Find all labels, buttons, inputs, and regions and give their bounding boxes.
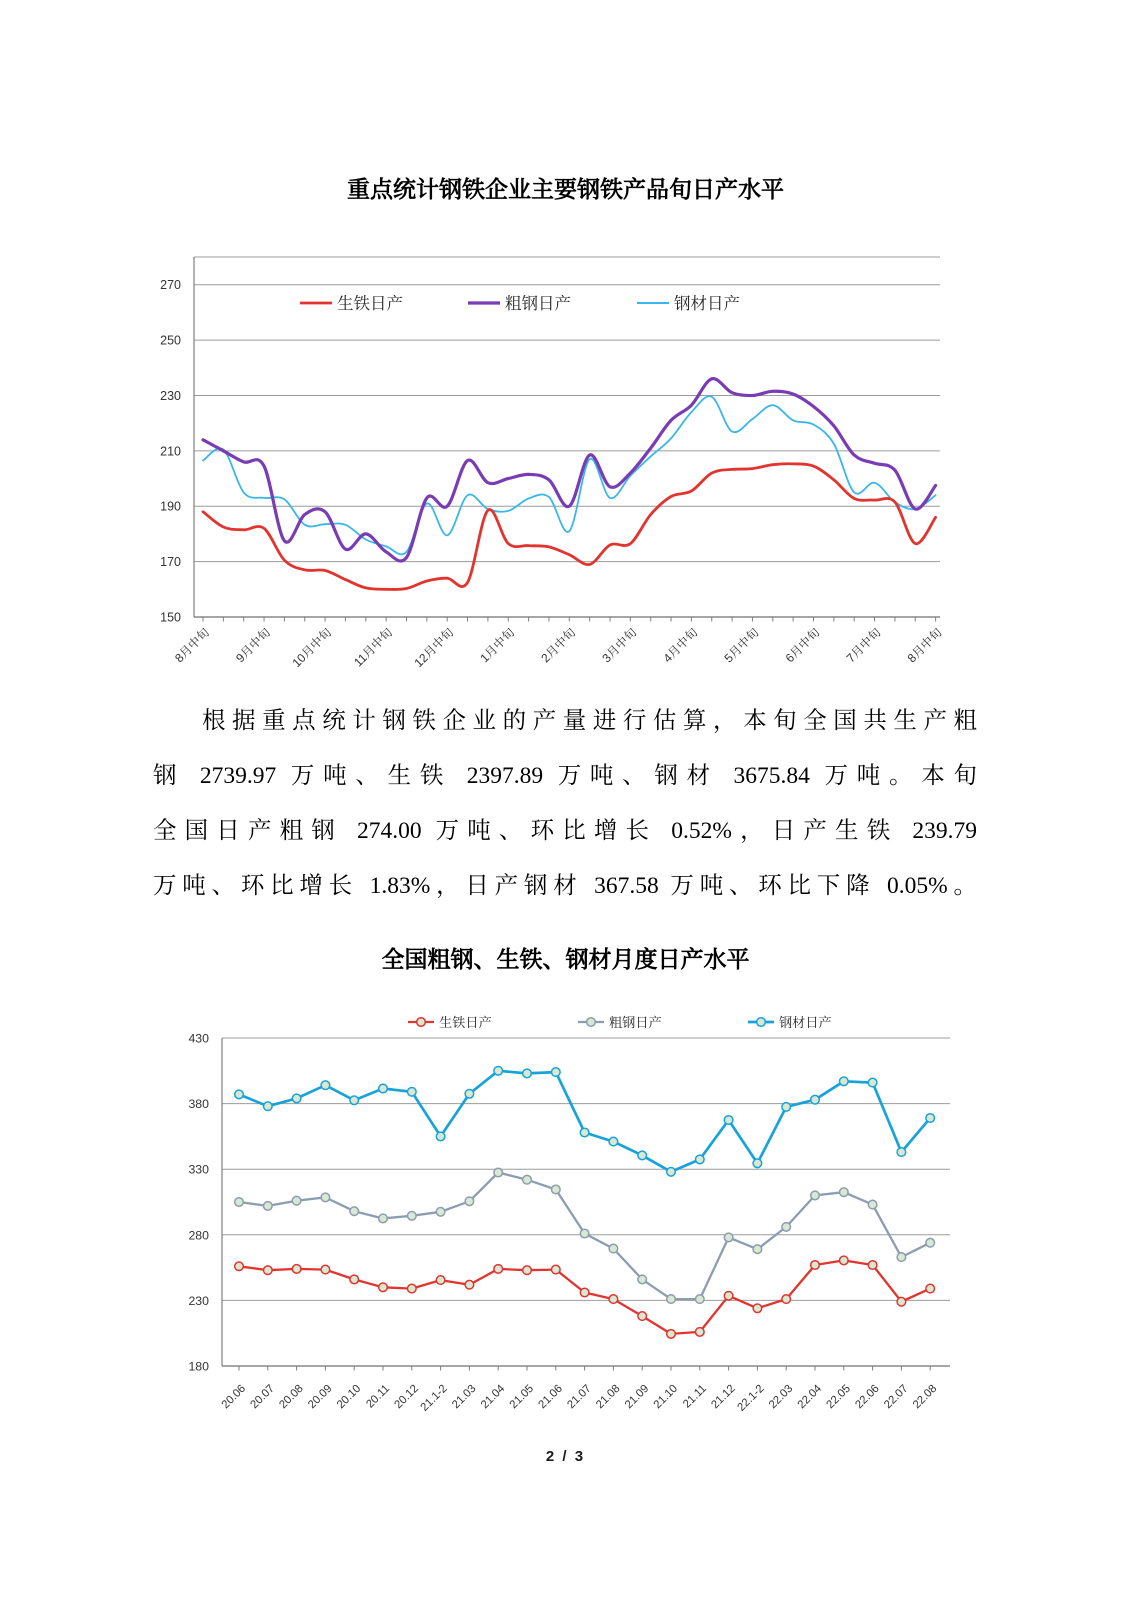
svg-text:21.12: 21.12 [709, 1382, 738, 1412]
svg-text:20.11: 20.11 [364, 1382, 393, 1411]
legend-label: 钢材日产 [674, 294, 740, 313]
svg-text:9月中旬: 9月中旬 [233, 625, 274, 666]
x-tick-labels [171, 625, 944, 671]
legend-label: 钢材日产 [779, 1014, 832, 1030]
svg-text:21.10: 21.10 [651, 1382, 681, 1412]
svg-text:22.05: 22.05 [824, 1382, 853, 1412]
svg-text:210: 210 [160, 444, 181, 459]
x-axis-ticks [203, 617, 936, 622]
svg-text:270: 270 [160, 278, 181, 293]
svg-text:22.07: 22.07 [882, 1382, 911, 1412]
svg-text:22.08: 22.08 [910, 1382, 940, 1412]
svg-text:1月中旬: 1月中旬 [477, 625, 518, 666]
svg-text:5月中旬: 5月中旬 [721, 625, 762, 666]
body-paragraph [153, 694, 977, 914]
svg-text:8月中旬: 8月中旬 [172, 625, 213, 666]
svg-text:21.09: 21.09 [622, 1382, 652, 1412]
paragraph-line: 万吨、环比增长 1.83%，日产钢材 367.58 万吨、环比下降 0.05%。 [153, 873, 977, 899]
legend-label: 生铁日产 [439, 1014, 492, 1030]
chart2-title: 全国粗钢、生铁、钢材月度日产水平 [381, 946, 750, 972]
svg-text:4月中旬: 4月中旬 [660, 625, 701, 666]
svg-text:190: 190 [160, 499, 181, 514]
svg-text:7月中旬: 7月中旬 [843, 625, 884, 666]
svg-text:21.04: 21.04 [478, 1382, 508, 1412]
svg-text:250: 250 [160, 333, 181, 348]
y-tick-labels [160, 278, 181, 624]
legend-label: 生铁日产 [337, 294, 403, 313]
legend-label: 粗钢日产 [609, 1014, 662, 1030]
svg-text:21.08: 21.08 [594, 1382, 623, 1412]
svg-text:2月中旬: 2月中旬 [538, 625, 579, 666]
svg-text:20.09: 20.09 [306, 1382, 335, 1412]
svg-text:150: 150 [160, 610, 181, 625]
svg-text:21.1-2: 21.1-2 [418, 1382, 450, 1414]
svg-text:20.10: 20.10 [334, 1382, 364, 1412]
series-markers-2 [235, 1067, 935, 1177]
legend [408, 1014, 832, 1030]
svg-text:22.06: 22.06 [853, 1382, 882, 1412]
series-markers-0 [235, 1256, 935, 1338]
svg-text:21.03: 21.03 [450, 1382, 479, 1412]
page-number: 2 / 3 [545, 1448, 586, 1465]
svg-text:21.05: 21.05 [507, 1382, 537, 1412]
svg-text:280: 280 [188, 1228, 209, 1243]
svg-text:230: 230 [160, 388, 181, 403]
paragraph-line: 全国日产粗钢 274.00 万吨、环比增长 0.52%，日产生铁 239.79 [153, 818, 977, 844]
monthly-production-line-chart [0, 1000, 1131, 1430]
svg-text:22.1-2: 22.1-2 [735, 1382, 767, 1414]
svg-text:21.11: 21.11 [681, 1382, 709, 1411]
legend-label: 粗钢日产 [505, 294, 571, 313]
series-markers-1 [235, 1168, 935, 1303]
legend-marker [757, 1018, 766, 1027]
svg-text:21.07: 21.07 [565, 1382, 594, 1412]
svg-text:22.04: 22.04 [795, 1382, 825, 1412]
svg-text:180: 180 [188, 1359, 209, 1374]
svg-text:330: 330 [188, 1162, 209, 1177]
x-axis-ticks [239, 1366, 930, 1371]
svg-text:22.03: 22.03 [766, 1382, 796, 1412]
svg-text:20.06: 20.06 [219, 1382, 249, 1412]
x-tick-labels [220, 1383, 940, 1414]
svg-text:8月中旬: 8月中旬 [904, 625, 945, 666]
paragraph-line: 根据重点统计钢铁企业的产量进行估算，本旬全国共生产粗 [202, 708, 977, 734]
legend-marker [417, 1018, 426, 1027]
svg-text:20.12: 20.12 [392, 1382, 421, 1412]
svg-text:230: 230 [188, 1293, 209, 1308]
legend-marker [587, 1018, 596, 1027]
svg-text:380: 380 [188, 1097, 209, 1112]
svg-text:10月中旬: 10月中旬 [289, 625, 335, 671]
tenday-production-line-chart [0, 230, 1131, 680]
series-line-2 [203, 396, 936, 554]
chart1-title: 重点统计钢铁企业主要钢铁产品旬日产水平 [347, 176, 784, 202]
series-line-2 [239, 1071, 930, 1172]
svg-text:430: 430 [188, 1031, 209, 1046]
svg-text:170: 170 [160, 555, 181, 570]
svg-text:21.06: 21.06 [536, 1382, 565, 1412]
svg-text:20.08: 20.08 [277, 1382, 306, 1412]
svg-text:20.07: 20.07 [248, 1382, 277, 1412]
svg-text:6月中旬: 6月中旬 [782, 625, 823, 666]
y-tick-labels [188, 1032, 209, 1374]
series-line-1 [203, 379, 936, 561]
legend [300, 294, 740, 313]
svg-text:3月中旬: 3月中旬 [599, 625, 640, 666]
svg-text:11月中旬: 11月中旬 [351, 625, 396, 670]
paragraph-line: 钢 2739.97 万吨、生铁 2397.89 万吨、钢材 3675.84 万吨。本旬 [153, 763, 977, 789]
svg-text:12月中旬: 12月中旬 [411, 625, 457, 671]
